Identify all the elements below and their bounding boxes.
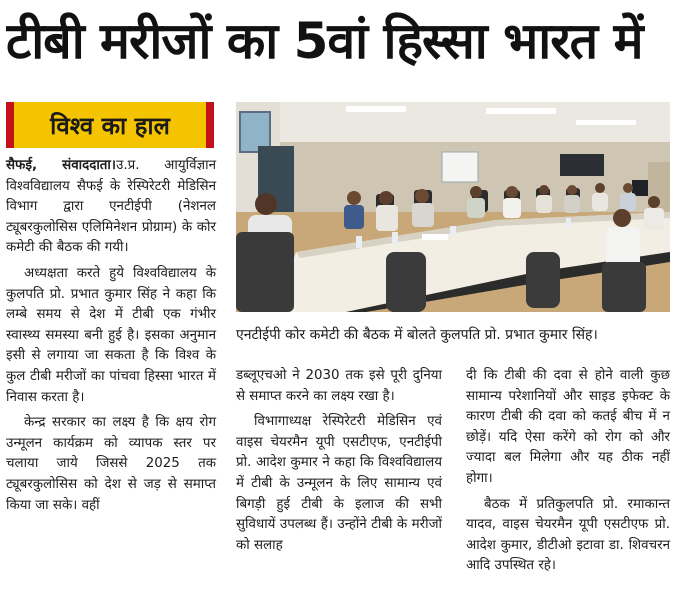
paragraph-3: केन्द्र सरकार का लक्ष्य है कि क्षय रोग उन्मूलन कार्यक्रम को व्यापक स्तर पर चलाया जाये जिससे 2025 तक ट्यूबरकुलोसिस को देश से जड़ से समाप्त किया जा सके। वहीं [6, 415, 216, 513]
photo-caption: एनटीईपी कोर कमेटी की बैठक में बोलते कुलपति प्रो. प्रभात कुमार सिंह। [236, 327, 598, 343]
paragraph-6: दी कि टीबी की दवा से होने वाली कुछ सामान्य परेशानियों और साइड इफेक्ट के कारण टीबी की दवा को कतई बीच में न छोड़ें। यदि ऐसा करेंगे को रोग को और ज्यादा बल मिलेगा और यह ठीक नहीं होगा। [466, 368, 670, 486]
article-column-2 [236, 366, 442, 556]
paragraph-1-text: उ.प्र. आयुर्विज्ञान विश्वविद्यालय सैफई के रेस्पिरेटरी मेडिसिन विभाग द्वारा एनटीईपी (नेशनल ट्यूबरकुलोसिस एलिमिनेशन प्रोग्राम) के कोर कमेटी की बैठक की गयी। [6, 158, 217, 256]
paragraph-4: डब्लूएचओ ने 2030 तक इसे पूरी दुनिया से समाप्त करने का लक्ष्य रखा है। [236, 368, 442, 404]
article-column-1 [6, 156, 216, 516]
headline: टीबी मरीजों का 5वां हिस्सा भारत में [6, 12, 643, 70]
dateline: सैफई, संवाददाता। [6, 158, 116, 173]
paragraph-5: विभागाध्यक्ष रेस्पिरेटरी मेडिसिन एवं वाइस चेयरमैन यूपी एसटीएफ, एनटीईपी प्रो. आदेश कुमार ने कहा कि विश्वविद्यालय में टीबी के उन्मूलन के लिए सामान्य एवं बिगड़ी हुई टीबी के इलाज की सभी सुविधायें उपलब्ध हैं। उन्होंने टीबी के मरीजों को सलाह [236, 414, 442, 553]
paragraph-2: अध्यक्षता करते हुये विश्वविद्यालय के कुलपति प्रो. प्रभात कुमार सिंह ने कहा कि लम्बे समय से देश में टीबी एक गंभीर स्वास्थ्य समस्या बनी हुई है। इसका अनुमान इसी से लगाया जा सकता है कि विश्व के कुल टीबी मरीजों का पांचवा हिस्सा भारत में निवास करता है। [6, 265, 216, 405]
paragraph-7: बैठक में प्रतिकुलपति प्रो. रमाकान्त यादव, वाइस चेयरमैन यूपी एसटीएफ प्रो. आदेश कुमार, डीटीओ इटावा डा. शिवचरन आदि उपस्थित रहे। [466, 496, 670, 574]
meeting-photo [236, 102, 670, 312]
section-tag [6, 102, 214, 148]
paragraph-intro [6, 156, 216, 259]
section-tag-label: विश्व का हाल [50, 111, 170, 140]
article-column-3 [466, 366, 670, 577]
